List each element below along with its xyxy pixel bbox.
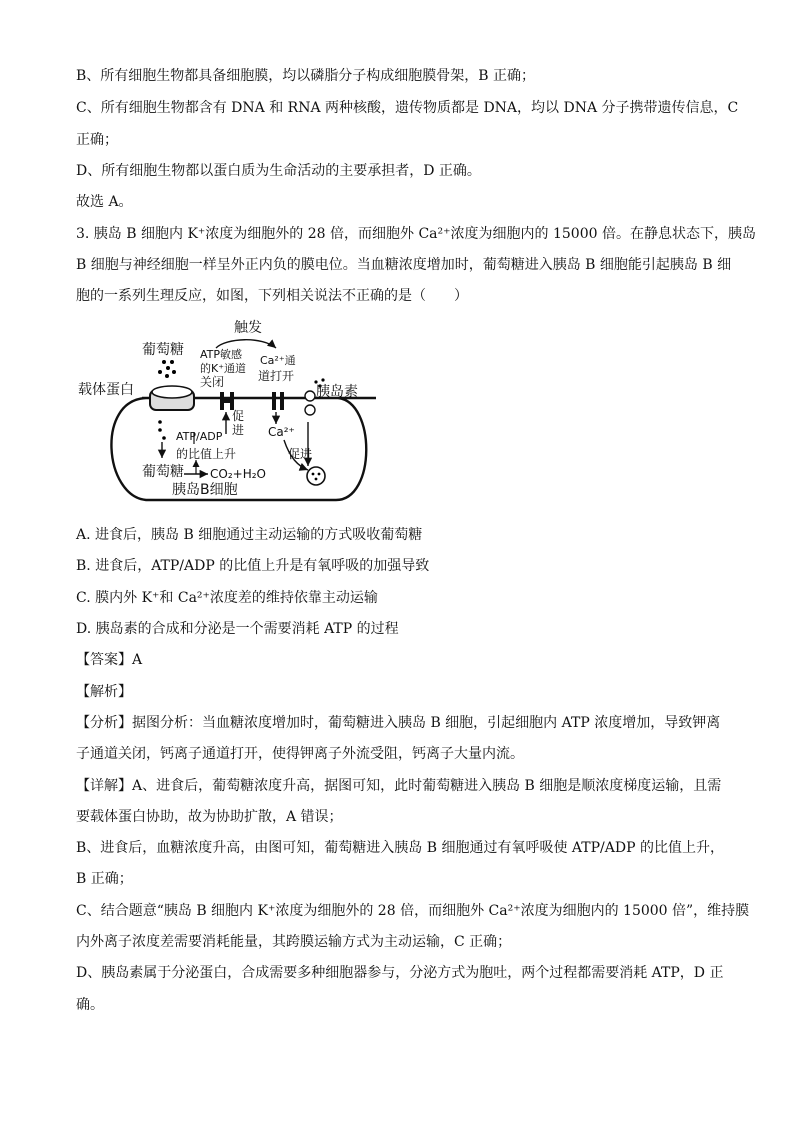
insulin-label: 胰岛素 (316, 384, 358, 400)
svg-text:道打开: 道打开 (258, 369, 295, 383)
detail-line: C、结合题意“胰岛 B 细胞内 K⁺浓度为细胞外的 28 倍，而细胞外 Ca²⁺浓度为细胞内的 15000 倍”，维持膜 (76, 903, 750, 919)
text-line: B、所有细胞生物都具备细胞膜，均以磷脂分子构成细胞膜骨架，B 正确； (76, 68, 536, 84)
detail-line: 要载体蛋白协助，故为协助扩散，A 错误； (76, 809, 343, 825)
svg-text:ATP/ADP: ATP/ADP (176, 430, 223, 443)
text-line: 正确； (76, 132, 118, 148)
option-d: D. 胰岛素的合成和分泌是一个需要消耗 ATP 的过程 (76, 621, 399, 637)
answer-value: A (132, 652, 143, 668)
detail-line: D、胰岛素属于分泌蛋白，合成需要多种细胞器参与，分泌方式为胞吐，两个过程都需要消耗 ATP，D 正 (76, 965, 724, 981)
cell-name-label: 胰岛B细胞 (172, 482, 238, 498)
svg-text:促: 促 (232, 409, 245, 423)
svg-text:促进: 促进 (288, 447, 313, 461)
answer-line (76, 650, 142, 670)
option-a: A. 进食后，胰岛 B 细胞通过主动运输的方式吸收葡萄糖 (76, 527, 423, 543)
analysis-line: 子通道关闭，钙离子通道打开，使得钾离子外流受阻，钙离子大量内流。 (76, 746, 524, 762)
k-channel (220, 392, 234, 410)
option-b: B. 进食后，ATP/ADP 的比值上升是有氧呼吸的加强导致 (76, 558, 430, 574)
glucose-dots-inside (158, 420, 166, 440)
beta-cell-diagram (76, 318, 376, 508)
trigger-label: 触发 (234, 320, 262, 336)
question-stem: 胞的一系列生理反应，如图，下列相关说法不正确的是（ ） (76, 288, 468, 304)
secretory-vesicle (307, 467, 325, 485)
xiangjie-tag: 【详解】 (76, 778, 132, 794)
detail-line: B、进食后，血糖浓度升高，由图可知，葡萄糖进入胰岛 B 细胞通过有氧呼吸使 ATP/ADP 的比值上升， (76, 840, 724, 856)
question-stem: B 细胞与神经细胞一样呈外正内负的膜电位。当血糖浓度增加时，葡萄糖进入胰岛 B 细胞能引起胰岛 B 细 (76, 257, 732, 273)
option-c: C. 膜内外 K⁺和 Ca²⁺浓度差的维持依靠主动运输 (76, 590, 378, 606)
text-line: C、所有细胞生物都含有 DNA 和 RNA 两种核酸，遗传物质都是 DNA，均以 DNA 分子携带遗传信息，C (76, 100, 739, 116)
analysis-tag: 【解析】 (76, 684, 132, 700)
detail-line: 确。 (76, 997, 104, 1013)
answer-tag: 【答案】 (76, 652, 132, 668)
text-line: D、所有细胞生物都以蛋白质为生命活动的主要承担者，D 正确。 (76, 163, 481, 179)
text-line: 故选 A。 (76, 194, 133, 210)
ca-channel (272, 392, 284, 410)
products-label: CO₂+H₂O (210, 467, 266, 481)
question-stem: 3. 胰岛 B 细胞内 K⁺浓度为细胞外的 28 倍，而细胞外 Ca²⁺浓度为细胞内的 15000 倍。在静息状态下，胰岛 (76, 226, 756, 242)
detail-line: 【详解】A、进食后，葡萄糖浓度升高，据图可知，此时葡萄糖进入胰岛 B 细胞是顺浓度梯度运输，且需 (76, 778, 722, 794)
svg-text:关闭: 关闭 (200, 375, 225, 389)
fenxi-tag: 【分析】 (76, 715, 132, 731)
svg-text:的K⁺通道: 的K⁺通道 (200, 362, 247, 375)
svg-text:的比值上升: 的比值上升 (176, 447, 237, 461)
svg-text:进: 进 (232, 423, 245, 437)
svg-text:Ca²⁺通: Ca²⁺通 (260, 354, 296, 367)
glucose-dots-outside (158, 360, 176, 378)
analysis-line: 【分析】据图分析：当血糖浓度增加时，葡萄糖进入胰岛 B 细胞，引起细胞内 ATP 浓度增加，导致钾离 (76, 715, 721, 731)
detail-line: 内外离子浓度差需要消耗能量，其跨膜运输方式为主动运输，C 正确； (76, 934, 512, 950)
glucose-inside-label: 葡萄糖 (142, 464, 184, 480)
svg-text:ATP敏感: ATP敏感 (200, 348, 243, 361)
glucose-top-label: 葡萄糖 (142, 342, 184, 358)
detail-line: B 正确； (76, 871, 133, 887)
carrier-protein-label: 载体蛋白 (78, 382, 134, 398)
ca-ion-label: Ca²⁺ (268, 425, 295, 439)
